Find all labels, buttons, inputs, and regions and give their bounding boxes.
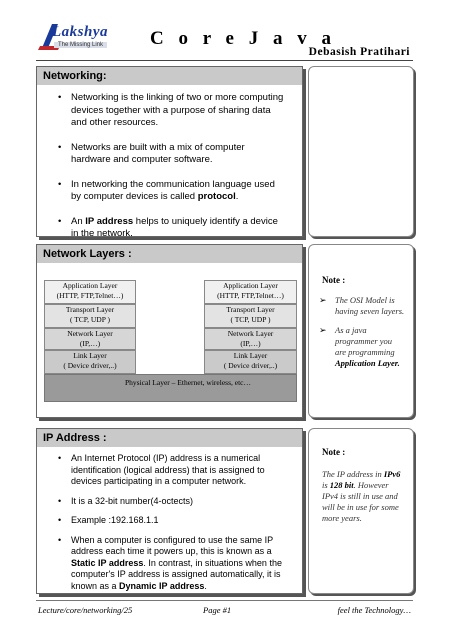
bits-term: 128 bit (329, 480, 354, 490)
note-text: is (322, 480, 330, 490)
list-item (59, 496, 286, 508)
bullet-text: An (71, 215, 86, 227)
layer-detail: ( TCP, UDP ) (230, 314, 271, 324)
layer-detail: (IP,…) (240, 338, 261, 348)
bullet-text: Networks are built with a mix of computer hardware and computer software. (71, 141, 245, 165)
note-emphasis: Application Layer. (335, 358, 400, 368)
layer-name: Application Layer (62, 281, 118, 290)
layer-name: Transport Layer (65, 305, 115, 314)
note-item (319, 325, 405, 369)
bullet-text: . In contrast, in situations when the computer's IP address is assigned automatically, it is known as a (71, 557, 282, 591)
list-item (59, 142, 286, 167)
list-item (59, 515, 286, 527)
list-item (59, 179, 286, 204)
bullet-text: Example :192.168.1.1 (71, 515, 159, 525)
footer-divider (36, 600, 413, 601)
left-network-layer (44, 328, 136, 350)
physical-layer: Physical Layer – Ethernet, wireless, etc… (44, 374, 297, 402)
left-application-layer (44, 280, 136, 304)
left-link-layer (44, 350, 136, 374)
layer-name: Network Layer (67, 329, 113, 338)
note-text: The IP address in (322, 469, 384, 479)
note-item (319, 295, 405, 317)
logo-text: Lakshya (52, 24, 108, 40)
left-transport-layer (44, 304, 136, 328)
layer-detail: ( TCP, UDP ) (69, 314, 110, 324)
layer-name: Transport Layer (226, 305, 275, 314)
side-note-osi (308, 244, 414, 418)
side-note-ipv6 (308, 428, 414, 594)
ipv6-term: IPv6 (383, 469, 401, 479)
static-ip-term: Static IP address (71, 557, 144, 568)
layer-detail: ( Device driver,..) (63, 360, 117, 370)
networking-heading: Networking: (37, 67, 302, 85)
ip-address-term: IP address (85, 215, 134, 227)
right-network-layer (204, 328, 297, 350)
list-item (59, 92, 286, 130)
ip-address-heading: IP Address : (37, 429, 302, 447)
list-item (59, 216, 286, 241)
page-number: Page #1 (203, 605, 232, 615)
layer-name: Link Layer (73, 351, 107, 360)
list-item (59, 535, 286, 593)
bullet-text: Networking is the linking of two or more computing devices together with a purpose of sharing data and other resources. (71, 92, 284, 128)
note-paragraph (322, 469, 406, 524)
lakshya-logo (38, 22, 128, 54)
ip-address-section (36, 428, 303, 594)
bullet-text: helps to uniquely identify a device in the network. (71, 215, 278, 239)
right-application-layer (204, 280, 297, 304)
note-text: As a java programmer you are programming (335, 325, 395, 357)
ip-bullets (59, 453, 286, 592)
layer-name: Application Layer (223, 281, 278, 290)
side-note-empty (308, 66, 414, 237)
footer-tagline: feel the Technology… (337, 605, 411, 615)
document-title: C o r e J a v a (150, 28, 336, 49)
note-heading: Note : (322, 447, 346, 457)
layer-name: Link Layer (233, 351, 268, 360)
layer-name: Network Layer (227, 329, 274, 338)
protocol-term: protocol (197, 191, 236, 202)
bullet-text: When a computer is configured to use the same IP address each time it powers up, this is known as a (71, 534, 273, 556)
right-transport-layer (204, 304, 297, 328)
arrow-bullet-icon: ➢ (319, 325, 327, 335)
footer-path: Lecture/core/networking/25 (38, 605, 133, 615)
arrow-bullet-icon: ➢ (319, 295, 327, 305)
bullet-text: It is a 32-bit number(4-octects) (71, 495, 194, 506)
note-heading: Note : (322, 275, 346, 285)
note-text: . However IPv4 is still in use and will be in use for some more years. (322, 480, 399, 523)
layer-detail: (HTTP, FTP,Telnet…) (56, 290, 124, 300)
header-divider (36, 60, 413, 61)
layer-detail: (IP,…) (79, 338, 101, 348)
dynamic-ip-term: Dynamic IP address (119, 580, 205, 591)
networking-section (36, 66, 303, 237)
bullet-text: . (235, 191, 239, 202)
list-item (59, 453, 286, 488)
bullet-text: In networking the communication language used by computer devices is called (71, 178, 275, 202)
layer-detail: ( Device driver,..) (223, 360, 278, 370)
bullet-text: An Internet Protocol (IP) address is a numerical identification (logical address) that is assigned to devices participating in a computer network. (71, 453, 265, 486)
network-layers-heading: Network Layers : (37, 245, 302, 263)
author-name: Debasish Pratihari (308, 46, 410, 58)
logo-tagline: The Missing Link (54, 42, 107, 48)
bullet-text: . (204, 580, 207, 591)
right-link-layer (204, 350, 297, 374)
layer-detail: (HTTP, FTP,Telnet…) (217, 290, 284, 300)
note-text: The OSI Model is having seven layers. (335, 295, 405, 316)
networking-bullets (59, 92, 286, 253)
